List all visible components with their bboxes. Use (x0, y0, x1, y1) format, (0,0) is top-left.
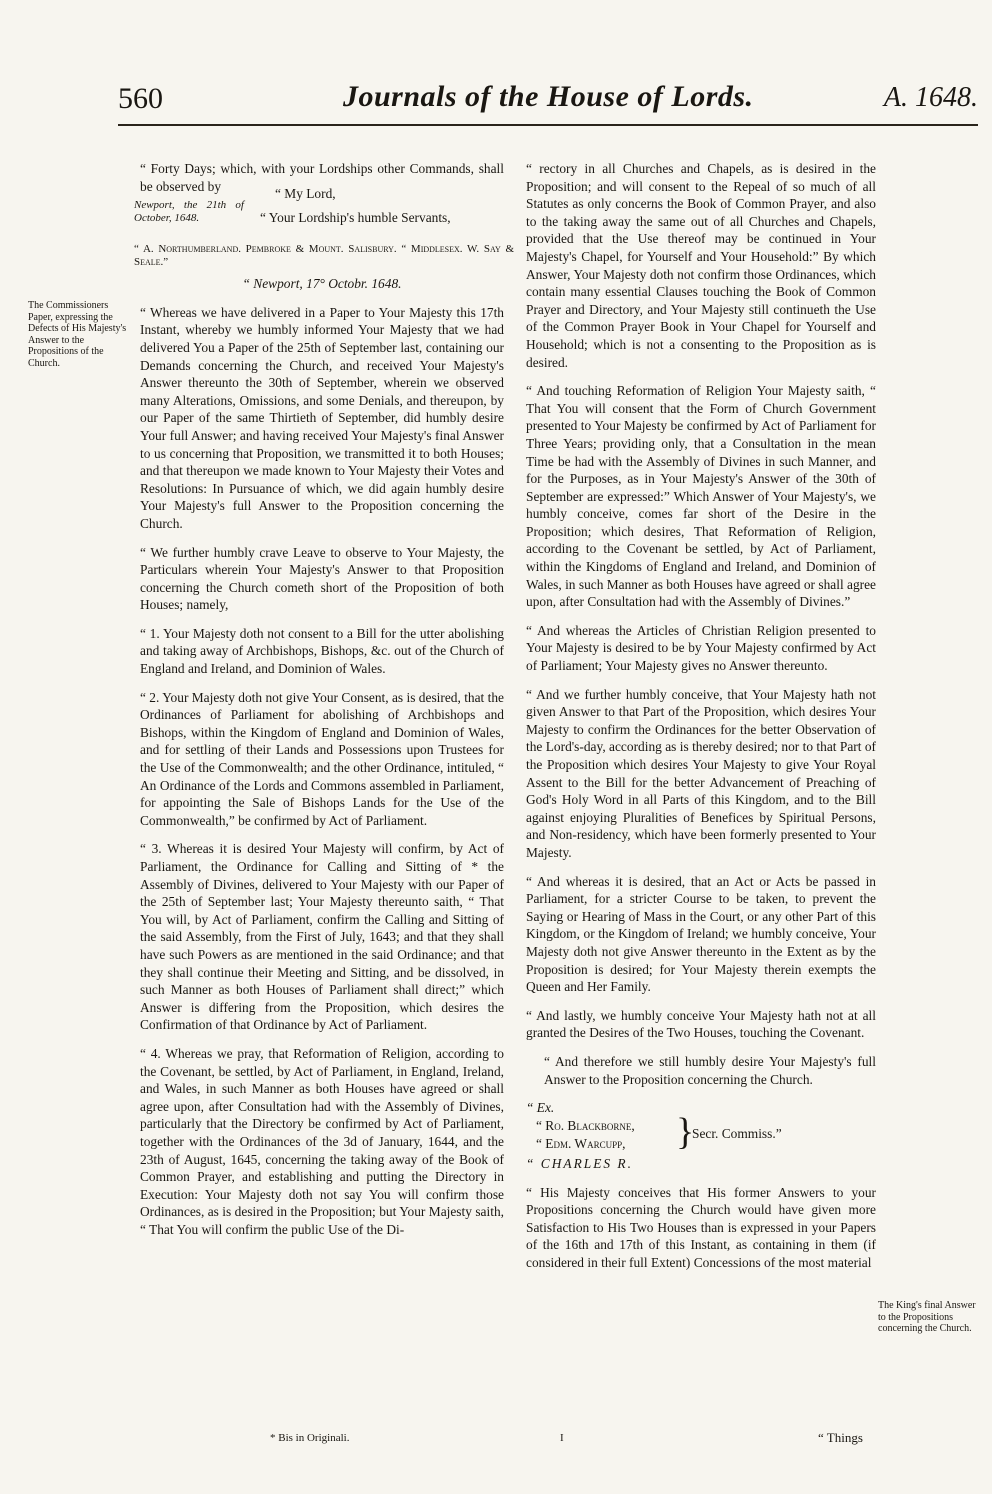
running-title: Journals of the House of Lords. (343, 80, 754, 113)
footnote: * Bis in Originali. (270, 1432, 350, 1444)
newport-date: “ Newport, 17° Octobr. 1648. (242, 276, 402, 292)
secretary-label: Secr. Commiss.” (692, 1126, 782, 1142)
paragraph: “ And therefore we still humbly desire Your Majesty's full Answer to the Proposition concerning the Church. (544, 1053, 876, 1087)
header-year: A. 1648. (883, 82, 978, 113)
paragraph: “ And lastly, we humbly conceive Your Majesty hath not at all granted the Desires of the Two Houses, touching the Covenant. (526, 1007, 876, 1041)
servants-closing: “ Your Lordship's humble Servants, (260, 210, 451, 226)
opening-text: “ Forty Days; which, with your Lordships other Commands, shall be observed by (140, 161, 504, 194)
brace: } (676, 1111, 695, 1154)
paragraph: “ Whereas we have delivered in a Paper to Your Majesty this 17th Instant, whereby we humbly informed Your Majesty that we had delivered You a Paper of the 25th of September last, containing our Demands concerning the Church, and received Your Majesty's Answer thereunto the 30th of September, wherein we observed many Alterations, Omissions, and some Denials, and thereupon, by our Paper of the same Thirtieth of September, did humbly desire Your full Answer; and having received Your Majesty's final Answer to us concerning that Proposition, we transmitted it to both Houses; and that thereupon we made known to Your Majesty their Votes and Resolutions: In Pursuance of which, we did again humbly desire Your Majesty's full Answer to the Proposition concerning the Church. (140, 304, 504, 531)
paragraph: “ And whereas it is desired, that an Act or Acts be passed in Parliament, for a stricter Course to be taken, to prevent the Saying or Hearing of Mass in the Court, or any other Part of this Kingdom, or the Kingdom of Ireland; we humbly conceive, Your Majesty doth not give Answer thereunto in the Extent as by the Proposition is desired; for Your Majesty therein exempts the Queen and Her Family. (526, 873, 876, 995)
paragraph: “ We further humbly crave Leave to observe to Your Majesty, the Particulars wherein Your Majesty's Answer to that Proposition concerning the Church cometh short of the Proposition of both Houses; namely, (140, 544, 504, 613)
paragraph: “ And we further humbly conceive, that Your Majesty hath not given Answer to that Part of the Proposition, which desires Your Majesty to confirm the Ordinances for the better Observation of the Lord's-day, according as is thereby desired; nor to that Part of the Proposition which desires Your Majesty to give Your Royal Assent to the Bill for the better Advancement of Preaching of God's Holy Word in all Parts of this Kingdom, and to the Bill against enjoying Pluralities of Benefices by Spiritual Persons, and Non-residency, which have been formerly presented to Your Majesty. (526, 686, 876, 860)
paragraph: “ 2. Your Majesty doth not give Your Consent, as is desired, that the Ordinances of Parliament for abolishing of Archbishops and Bishops, within the Kingdom of England and Dominion of Wales, and for settling of their Lands and Possessions upon Trustees for the Use of the Commonwealth; and the other Ordinance, intituled, “ An Ordinance of the Lords and Commons assembled in Parliament, for appointing the Sale of Bishops Lands for the Use of the Commonwealth,” be confirmed by Act of Parliament. (140, 689, 504, 828)
margin-note-commissioners-paper: The Commissioners Paper, expressing the Defects of His Majesty's Answer to the Propositions of the Church. (28, 300, 127, 369)
signature-mark: I (560, 1432, 564, 1444)
salutation: “ My Lord, (275, 186, 336, 202)
signatory-name: “ Ro. Blackborne, (536, 1118, 635, 1134)
charles-heading: “ CHARLES R. (526, 1156, 633, 1172)
page-number: 560 (118, 82, 163, 115)
paragraph: “ And touching Reformation of Religion Your Majesty saith, “ That You will consent that the Form of Church Government presented to Your Majesty be confirmed by Act of Parliament for Three Years; providing only, that a Consultation in the mean Time be had with the Assembly of Divines in such Manner, and for the Purposes, as in Your Majesty's Answer of the 30th of September are expressed:” Which Answer of Your Majesty's, we humbly conceive, comes far short of the Desire in the Proposition; which desires, That Reformation of Religion, according to the Covenant be settled, by Act of Parliament, within the Kingdoms of England and Ireland, and Dominion of Wales, in such Manner as both Houses have agreed or shall agree upon, after Consultation had with the Assembly of Divines.” (526, 383, 876, 610)
right-column (526, 160, 876, 1283)
catchword: “ Things (818, 1430, 863, 1445)
signatories: “ A. Northumberland. Pembroke & Mount. Salisbury. “ Middlesex. W. Say & Seale.” (134, 243, 514, 269)
header-rule (118, 124, 978, 126)
page-header (118, 82, 978, 122)
commissioners-signature (526, 1099, 876, 1155)
ex-label: “ Ex. (526, 1100, 555, 1116)
paragraph: “ His Majesty conceives that His former Answers to your Propositions concerning the Church would have given more Satisfaction to His Two Houses than is expressed in your Papers of the 16th and 17th of this Instant, as containing in them (if considered in their full Extent) Concessions of the most material (526, 1184, 876, 1271)
signatory-name: “ Edm. Warcupp, (536, 1136, 626, 1152)
left-column (134, 160, 514, 1249)
letter-signature (134, 186, 514, 275)
paragraph: “ 3. Whereas it is desired Your Majesty will confirm, by Act of Parliament, the Ordinance for Calling and Sitting of * the Assembly of Divines, delivered to Your Majesty with our Paper of the 25th of September last; Your Majesty thereunto saith, “ That You will, by Act of Parliament, confirm the Calling and Sitting of the said Assembly, from the First of July, 1643; and that they shall have such Powers as are mentioned in the said Ordinance; and that they shall continue their Meeting and Sitting, and be dissolved, in such Manner as both Houses of Parliament shall direct;” which Answer is differing from the Proposition, which desires the Confirmation of that Ordinance by Act of Parliament. (140, 841, 504, 1033)
paragraph: “ rectory in all Churches and Chapels, as is desired in the Proposition; and will consent to the Repeal of so much of all Statutes as only concerns the Book of Common Prayer, and also to the taking away the same out of all Churches and Chapels, provided that the Use thereof may be continued in Your Majesty's Chapel, for Yourself and Your Household:” By which Answer, Your Majesty doth not confirm those Ordinances, which contain many essential Clauses touching the Book of Common Prayer and Directory, and Your Majesty still continueth the Use of the Common Prayer Book in Your Chapel for Yourself and Household; which is not a consenting to the Proposition as is desired. (526, 161, 876, 370)
margin-note-kings-answer: The King's final Answer to the Propositions concerning the Church. (878, 1300, 976, 1334)
letter-date: Newport, the 21th of October, 1648. (134, 199, 244, 225)
paragraph: “ And whereas the Articles of Christian Religion presented to Your Majesty is desired to be by Your Majesty confirmed by Act of Parliament; Your Majesty gives no Answer thereunto. (526, 622, 876, 674)
paragraph: “ 4. Whereas we pray, that Reformation of Religion, according to the Covenant, be settled, by Act of Parliament, in England, Ireland, and Wales, in such Manner as both Houses have agreed or shall agree upon, after Consultation had with the Assembly of Divines, particularly that the Directory be confirmed by Act of Parliament, together with the Ordinances of the 3d of January, 1644, and the 23th of August, 1645, concerning the taking away of the Book of Common Prayer, and establishing and putting the Directory in Execution: Your Majesty doth not say You will confirm those Ordinances, as is desired in the Proposition; but Your Majesty saith, “ That You will confirm the public Use of the Di- (140, 1045, 504, 1237)
paragraph: “ 1. Your Majesty doth not consent to a Bill for the utter abolishing and taking away of Archbishops, Bishops, &c. out of the Church of England and Ireland, and Dominion of Wales. (140, 625, 504, 677)
